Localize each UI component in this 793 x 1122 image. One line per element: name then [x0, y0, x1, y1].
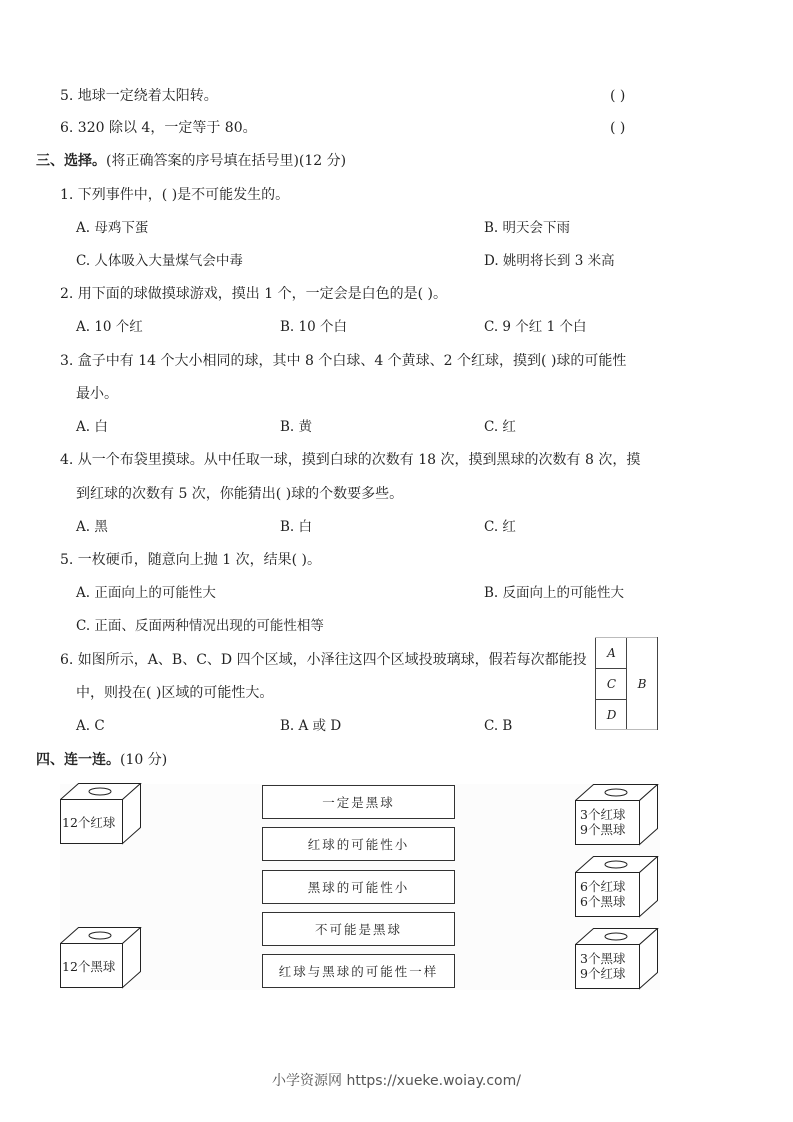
- option[interactable]: A. 10 个红: [76, 319, 143, 335]
- region-d: D: [595, 700, 627, 730]
- question-stem: 1. 下列事件中，( )是不可能发生的。: [60, 187, 290, 203]
- option[interactable]: B. 明天会下雨: [484, 220, 571, 236]
- question-stem: 3. 盒子中有 14 个大小相同的球，其中 8 个白球、4 个黄球、2 个红球，摸到( )球的可能性: [60, 353, 627, 369]
- statement-box[interactable]: 一定是黑球: [262, 785, 455, 819]
- option[interactable]: B. 白: [280, 519, 313, 535]
- statement-box[interactable]: 不可能是黑球: [262, 912, 455, 946]
- option[interactable]: C. 人体吸入大量煤气会中毒: [76, 253, 243, 269]
- right-box-1[interactable]: [575, 784, 675, 846]
- region-figure: [595, 637, 657, 730]
- judge-item-6: 6. 320 除以 4，一定等于 80。: [60, 120, 257, 136]
- left-box-black[interactable]: [60, 927, 160, 989]
- option[interactable]: A. 正面向上的可能性大: [76, 585, 216, 601]
- box-label: 3个黑球: [580, 951, 626, 966]
- right-box-3[interactable]: [575, 928, 675, 990]
- question-stem: 6. 如图所示，A、B、C、D 四个区域，小泽往这四个区域投玻璃球，假若每次都能投: [60, 652, 587, 668]
- box-icon: [60, 783, 160, 845]
- option[interactable]: B. 反面向上的可能性大: [484, 585, 625, 601]
- section-note: (将正确答案的序号填在括号里)(12 分): [106, 153, 347, 169]
- question-stem: 2. 用下面的球做摸球游戏，摸出 1 个，一定会是白色的是( )。: [60, 286, 447, 302]
- option[interactable]: C. 9 个红 1 个白: [484, 319, 587, 335]
- judge-item-5: 5. 地球一定绕着太阳转。: [60, 88, 218, 104]
- option[interactable]: A. 黑: [76, 519, 108, 535]
- option[interactable]: C. 红: [484, 519, 516, 535]
- box-label: 12个红球: [62, 815, 116, 830]
- box-label: 6个红球: [580, 879, 626, 894]
- box-label: 3个红球: [580, 807, 626, 822]
- figure-top-edge: [595, 637, 657, 638]
- option[interactable]: A. 白: [76, 419, 108, 435]
- section-title: 四、连一连。: [36, 752, 120, 768]
- box-icon: [60, 927, 160, 989]
- question-stem-continued: 到红球的次数有 5 次，你能猜出( )球的个数要多些。: [76, 486, 404, 502]
- region-c: C: [595, 669, 627, 700]
- box-label: 12个黑球: [62, 959, 116, 974]
- figure-bottom-edge: [595, 729, 657, 730]
- answer-blank[interactable]: ( ): [610, 120, 626, 136]
- option[interactable]: B. 黄: [280, 419, 313, 435]
- option[interactable]: C. B: [484, 718, 513, 734]
- question-stem-continued: 中，则投在( )区域的可能性大。: [76, 685, 274, 701]
- region-a: A: [595, 637, 627, 669]
- section-title: 三、选择。: [36, 153, 106, 169]
- option[interactable]: C. 红: [484, 419, 516, 435]
- question-stem-continued: 最小。: [76, 386, 118, 402]
- section-heading: [36, 750, 167, 770]
- statement-box[interactable]: 红球与黑球的可能性一样: [262, 954, 455, 988]
- section-note: (10 分): [120, 752, 168, 768]
- option[interactable]: A. C: [76, 718, 105, 734]
- box-label: 9个红球: [580, 966, 626, 981]
- section-heading: [36, 151, 346, 171]
- statement-box[interactable]: 红球的可能性小: [262, 827, 455, 861]
- right-box-2[interactable]: [575, 856, 675, 918]
- left-box-red[interactable]: [60, 783, 160, 845]
- option[interactable]: C. 正面、反面两种情况出现的可能性相等: [76, 618, 324, 634]
- question-stem: 4. 从一个布袋里摸球。从中任取一球，摸到白球的次数有 18 次，摸到黑球的次数有 8 次，摸: [60, 452, 641, 468]
- option[interactable]: B. 10 个白: [280, 319, 347, 335]
- option[interactable]: D. 姚明将长到 3 米高: [484, 253, 615, 269]
- box-label: 9个黑球: [580, 822, 626, 837]
- footer-watermark: 小学资源网 https://xueke.woiay.com/: [272, 1073, 521, 1089]
- box-label: 6个黑球: [580, 894, 626, 909]
- answer-blank[interactable]: ( ): [610, 88, 626, 104]
- statement-box[interactable]: 黑球的可能性小: [262, 870, 455, 904]
- region-b: B: [626, 637, 658, 730]
- option[interactable]: A. 母鸡下蛋: [76, 220, 149, 236]
- question-stem: 5. 一枚硬币，随意向上抛 1 次，结果( )。: [60, 552, 321, 568]
- option[interactable]: B. A 或 D: [280, 718, 342, 734]
